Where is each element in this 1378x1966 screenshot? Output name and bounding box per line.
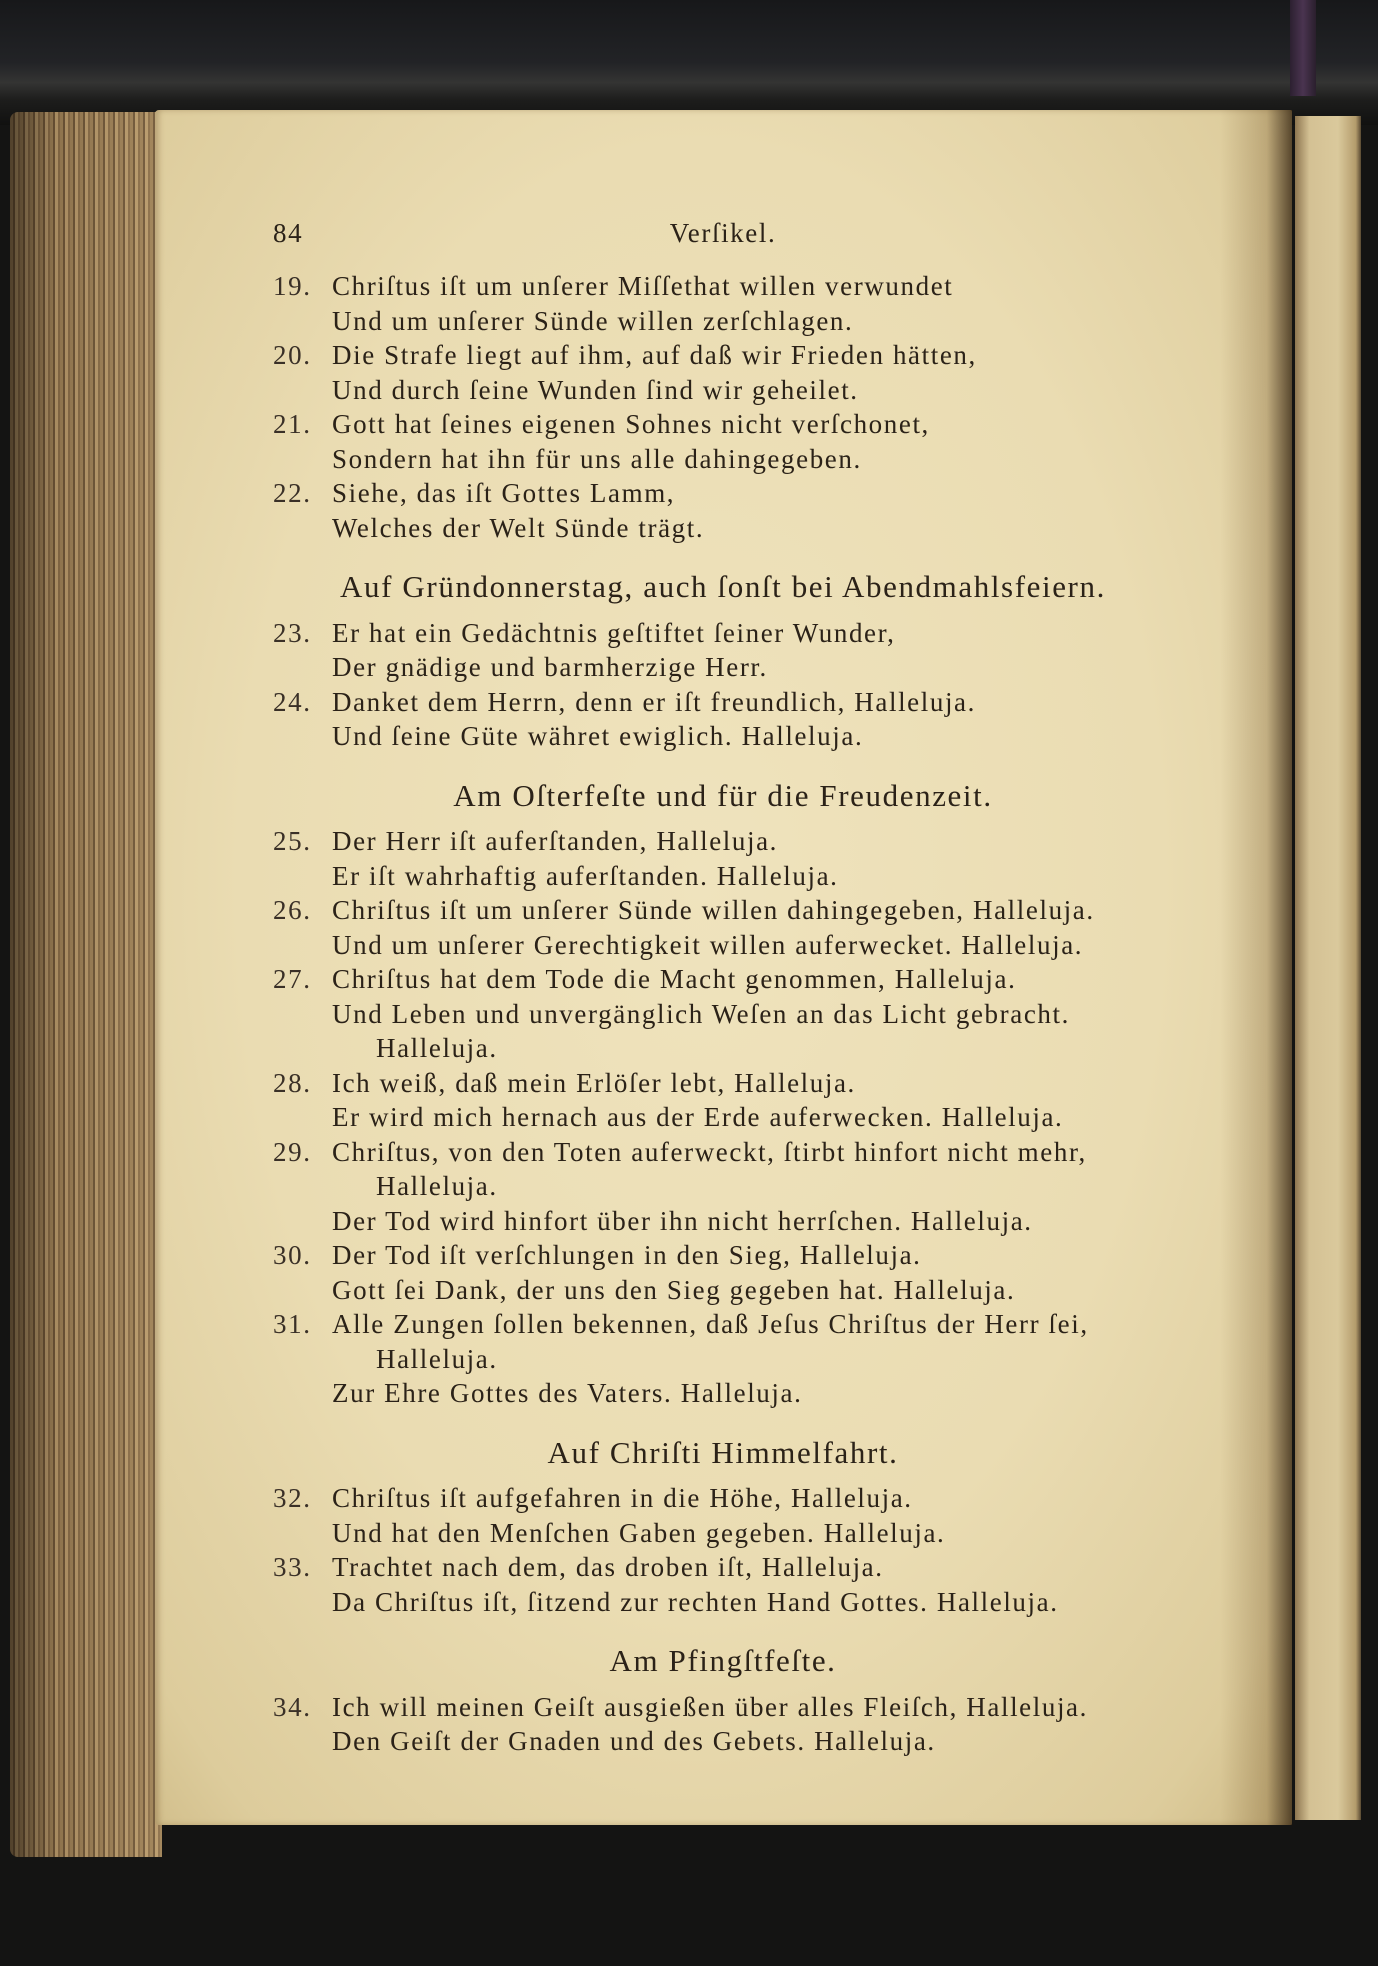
verse-line bbox=[273, 1516, 1173, 1551]
verse-text: Der Tod wird hinfort über ihn nicht herrſchen. Halleluja. bbox=[332, 1205, 1033, 1236]
verse-text: Chriſtus iſt aufgefahren in die Höhe, Halleluja. bbox=[332, 1483, 913, 1513]
verse-text: Der gnädige und barmherzige Herr. bbox=[332, 652, 768, 682]
verse-text: Und hat den Menſchen Gaben gegeben. Halleluja. bbox=[332, 1517, 946, 1548]
verse-text: Und Leben und unvergänglich Weſen an das Licht gebracht. bbox=[332, 998, 1070, 1029]
verse-line bbox=[273, 962, 1173, 997]
verse-line bbox=[273, 1135, 1173, 1170]
verse-text: Er hat ein Gedächtnis geſtiftet ſeiner Wunder, bbox=[332, 617, 896, 648]
verse-line bbox=[273, 373, 1173, 408]
verse-line bbox=[273, 893, 1173, 928]
verse-text: Danket dem Herrn, denn er iſt freundlich, Halleluja. bbox=[332, 686, 976, 717]
verse-number: 21. bbox=[273, 409, 312, 439]
running-title: Verſikel. bbox=[669, 218, 777, 248]
running-header bbox=[273, 216, 1173, 251]
verse-line bbox=[273, 685, 1173, 720]
verse-number: 32. bbox=[273, 1483, 312, 1513]
verse-text: Der Tod iſt verſchlungen in den Sieg, Halleluja. bbox=[332, 1240, 922, 1270]
verse-text: Gott hat ſeines eigenen Sohnes nicht verſchonet, bbox=[332, 409, 930, 439]
verse-number: 20. bbox=[273, 340, 312, 370]
verse-text: Siehe, das iſt Gottes Lamm, bbox=[332, 478, 676, 508]
section-heading: Auf Gründonnerstag, auch ſonſt bei Abendmahlsfeiern. bbox=[340, 569, 1106, 604]
verse-text: Chriſtus hat dem Tode die Macht genommen, Halleluja. bbox=[332, 964, 1017, 994]
verse-text: Chriſtus iſt um unſerer Sünde willen dahingegeben, Halleluja. bbox=[332, 895, 1095, 925]
verse-number: 22. bbox=[273, 478, 312, 508]
adjacent-page-edge bbox=[1295, 116, 1361, 1820]
verse-text: Ich weiß, daß mein Erlöſer lebt, Halleluja. bbox=[332, 1067, 856, 1098]
verse-text: Und um unſerer Gerechtigkeit willen auferwecket. Halleluja. bbox=[332, 929, 1084, 960]
verse-line bbox=[273, 1690, 1173, 1725]
verse-line bbox=[273, 511, 1173, 546]
verse-text: Zur Ehre Gottes des Vaters. Halleluja. bbox=[332, 1378, 803, 1408]
verse-number: 28. bbox=[273, 1067, 312, 1098]
verse-line bbox=[273, 1585, 1173, 1620]
verse-line bbox=[273, 1100, 1173, 1135]
verse-text: Halleluja. bbox=[376, 1033, 498, 1063]
verse-text: Und um unſerer Sünde willen zerſchlagen. bbox=[332, 305, 854, 336]
verse-text: Und durch ſeine Wunden ſind wir geheilet. bbox=[332, 374, 859, 405]
verse-text: Gott ſei Dank, der uns den Sieg gegeben hat. Halleluja. bbox=[332, 1274, 1016, 1305]
verse-line bbox=[273, 928, 1173, 963]
verse-text: Trachtet nach dem, das droben iſt, Halleluja. bbox=[332, 1552, 884, 1582]
verse-text: Und ſeine Güte währet ewiglich. Halleluja. bbox=[332, 721, 864, 751]
verse-text: Er iſt wahrhaftig auferſtanden. Halleluja. bbox=[332, 860, 839, 891]
verse-line bbox=[273, 859, 1173, 894]
verse-text: Halleluja. bbox=[376, 1343, 498, 1374]
verse-number: 25. bbox=[273, 826, 312, 856]
verse-line bbox=[273, 338, 1173, 373]
verse-text: Alle Zungen ſollen bekennen, daß Jeſus Chriſtus der Herr ſei, bbox=[332, 1309, 1089, 1339]
verse-line bbox=[273, 1204, 1173, 1239]
verse-line bbox=[273, 650, 1173, 685]
verse-number: 19. bbox=[273, 271, 312, 301]
verse-text: Der Herr iſt auferſtanden, Halleluja. bbox=[332, 826, 779, 856]
verse-number: 29. bbox=[273, 1136, 312, 1167]
verse-number: 33. bbox=[273, 1552, 312, 1582]
verse-number: 24. bbox=[273, 686, 312, 717]
verse-text: Halleluja. bbox=[376, 1171, 498, 1201]
verse-number: 31. bbox=[273, 1309, 312, 1339]
verse-line bbox=[273, 269, 1173, 304]
verse-line bbox=[273, 824, 1173, 859]
verse-number: 27. bbox=[273, 964, 312, 994]
verse-line bbox=[273, 1307, 1173, 1342]
book-binding-top bbox=[0, 0, 1378, 125]
verse-line bbox=[273, 1031, 1173, 1066]
verse-line bbox=[273, 476, 1173, 511]
verse-line bbox=[273, 616, 1173, 651]
verse-line bbox=[273, 1273, 1173, 1308]
verse-line bbox=[273, 719, 1173, 754]
verse-number: 30. bbox=[273, 1240, 312, 1270]
verse-line bbox=[273, 1238, 1173, 1273]
bookmark-ribbon bbox=[1290, 0, 1316, 96]
verse-text: Sondern hat ihn für uns alle dahingegeben. bbox=[332, 443, 862, 474]
verse-line bbox=[273, 442, 1173, 477]
verse-line bbox=[273, 1169, 1173, 1204]
verse-text: Die Strafe liegt auf ihm, auf daß wir Frieden hätten, bbox=[332, 340, 977, 370]
verse-text: Den Geiſt der Gnaden und des Gebets. Halleluja. bbox=[332, 1726, 936, 1756]
verse-line bbox=[273, 1376, 1173, 1411]
verse-text: Ich will meinen Geiſt ausgießen über alles Fleiſch, Halleluja. bbox=[332, 1691, 1088, 1722]
section-heading: Auf Chriſti Himmelfahrt. bbox=[547, 1434, 899, 1470]
page-gutter-shadow bbox=[1220, 110, 1292, 1825]
verse-text: Er wird mich hernach aus der Erde auferwecken. Halleluja. bbox=[332, 1102, 1064, 1132]
verse-text: Chriſtus, von den Toten auferweckt, ſtirbt hinfort nicht mehr, bbox=[332, 1136, 1087, 1167]
page-edges-stack bbox=[10, 112, 162, 1857]
verse-line bbox=[273, 407, 1173, 442]
verse-line bbox=[273, 1724, 1173, 1759]
verse-number: 34. bbox=[273, 1691, 312, 1722]
verse-line bbox=[273, 304, 1173, 339]
verse-line bbox=[273, 1342, 1173, 1377]
verse-line bbox=[273, 1066, 1173, 1101]
verse-number: 26. bbox=[273, 895, 312, 925]
page-number: 84 bbox=[273, 218, 304, 248]
section-heading: Am Oſterfeſte und für die Freudenzeit. bbox=[453, 777, 993, 813]
verse-line bbox=[273, 1481, 1173, 1516]
verse-line bbox=[273, 1550, 1173, 1585]
section-heading: Am Pfingſtfeſte. bbox=[609, 1643, 837, 1678]
verse-line bbox=[273, 997, 1173, 1032]
verse-text: Welches der Welt Sünde trägt. bbox=[332, 512, 705, 543]
verse-text: Da Chriſtus iſt, ſitzend zur rechten Hand Gottes. Halleluja. bbox=[332, 1586, 1059, 1617]
verse-number: 23. bbox=[273, 617, 312, 648]
page-text bbox=[273, 216, 1173, 1759]
verse-text: Chriſtus iſt um unſerer Miſſethat willen verwundet bbox=[332, 271, 954, 301]
